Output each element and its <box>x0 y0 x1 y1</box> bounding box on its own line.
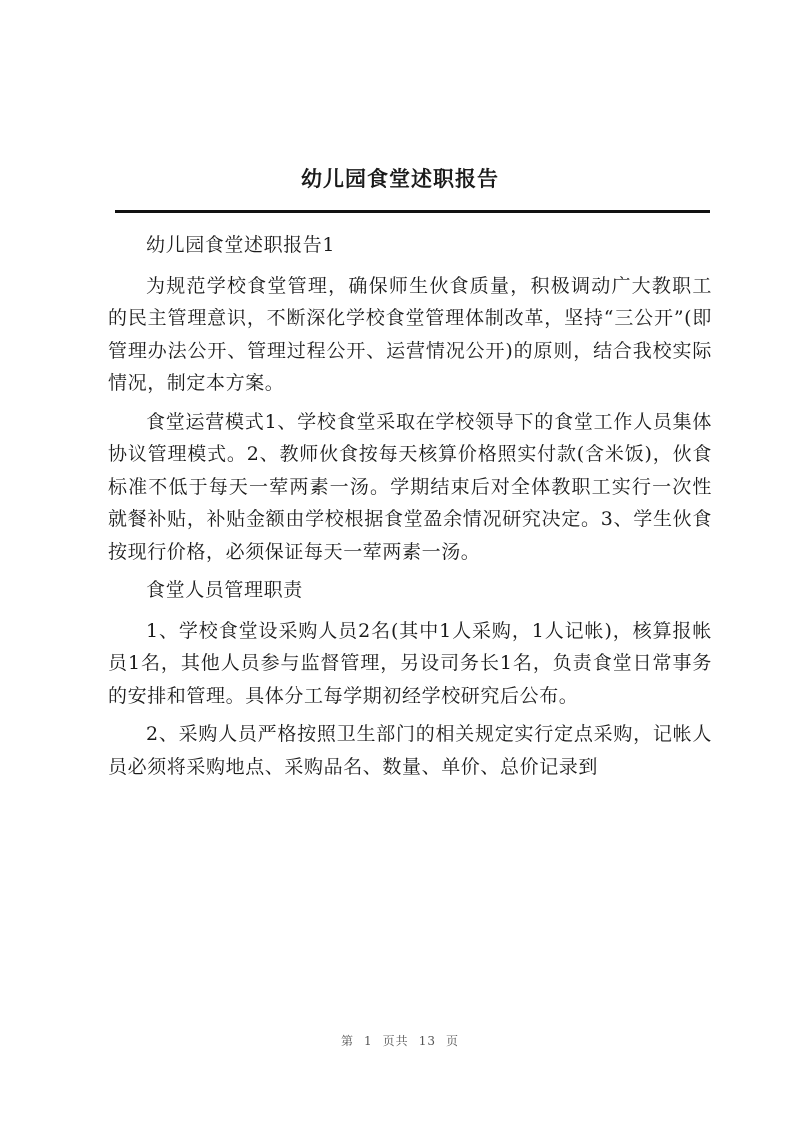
paragraph: 为规范学校食堂管理，确保师生伙食质量，积极调动广大教职工的民主管理意识，不断深化学校食堂管理体制改革，坚持“三公开”(即管理办法公开、管理过程公开、运营情况公开)的原则，结合我校实际情况，制定本方案。 <box>108 274 712 394</box>
paragraph: 2、采购人员严格按照卫生部门的相关规定实行定点采购，记帐人员必须将采购地点、采购品名、数量、单价、总价记录到 <box>108 723 712 778</box>
footer-prefix: 第 <box>341 1034 355 1048</box>
footer-middle: 页共 <box>382 1034 409 1048</box>
section-heading: 幼儿园食堂述职报告1 <box>146 234 336 256</box>
footer-page-number: 1 <box>364 1034 373 1048</box>
document-body <box>108 229 712 789</box>
title-divider <box>115 210 710 213</box>
footer-suffix: 页 <box>445 1034 459 1048</box>
footer-total-pages: 13 <box>418 1034 436 1048</box>
document-title: 幼儿园食堂述职报告 <box>301 166 499 191</box>
page-footer <box>0 1032 800 1049</box>
paragraph: 1、学校食堂设采购人员2名(其中1人采购，1人记帐)，核算报帐员1名，其他人员参与监督管理，另设司务长1名，负责食堂日常事务的安排和管理。具体分工每学期初经学校研究后公布。 <box>108 619 712 707</box>
paragraph: 食堂运营模式1、学校食堂采取在学校领导下的食堂工作人员集体协议管理模式。2、教师伙食按每天核算价格照实付款(含米饭)，伙食标准不低于每天一荤两素一汤。学期结束后对全体教职工实行一次性就餐补贴，补贴金额由学校根据食堂盈余情况研究决定。3、学生伙食按现行价格，必须保证每天一荤两素一汤。 <box>108 410 712 563</box>
section-heading: 食堂人员管理职责 <box>146 579 303 601</box>
